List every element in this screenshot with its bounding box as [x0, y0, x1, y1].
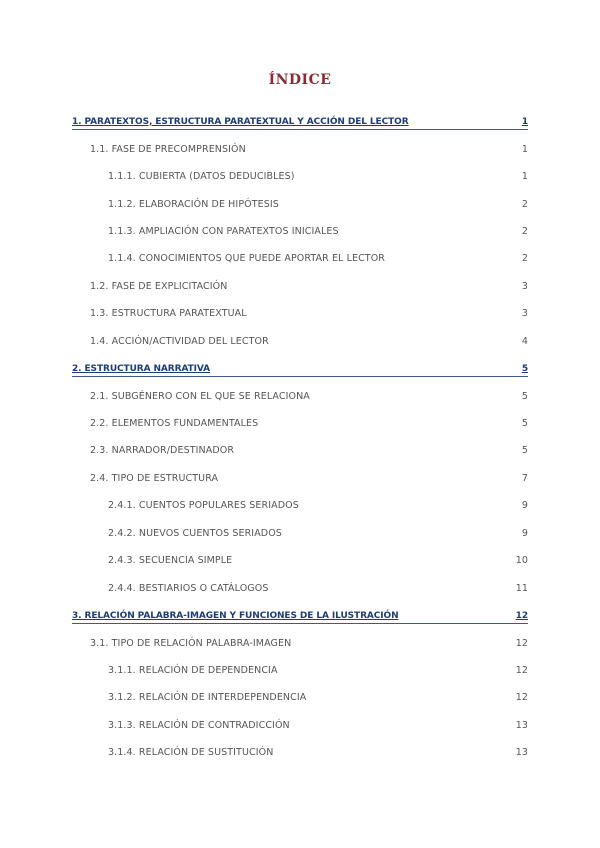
toc-entry-page-number[interactable]: 3 — [521, 308, 528, 320]
toc-entry-label[interactable]: 3. RELACIÓN PALABRA-IMAGEN Y FUNCIONES DE LA ILUSTRACIÓN — [72, 610, 399, 621]
toc-entry-level-3[interactable] — [72, 547, 528, 574]
toc-entry-label[interactable]: 1.1.1. CUBIERTA (DATOS DEDUCIBLES) — [108, 171, 295, 183]
toc-entry-label[interactable]: 1.1.3. AMPLIACIÓN CON PARATEXTOS INICIALES — [108, 225, 339, 237]
toc-entry-label[interactable]: 1. PARATEXTOS, ESTRUCTURA PARATEXTUAL Y ACCIÓN DEL LECTOR — [72, 116, 409, 127]
toc-entry-page-number[interactable]: 1 — [521, 143, 528, 155]
toc-entry-label[interactable]: 1.4. ACCIÓN/ACTIVIDAD DEL LECTOR — [90, 335, 269, 347]
toc-entry-level-2[interactable] — [72, 465, 528, 492]
toc-entry-level-2[interactable] — [72, 437, 528, 464]
toc-entry-level-2[interactable] — [72, 328, 528, 355]
page-title: ÍNDICE — [268, 72, 332, 88]
toc-entry-page-number[interactable]: 2 — [521, 198, 528, 210]
toc-entry-page-number[interactable]: 10 — [515, 555, 528, 567]
toc-entry-label[interactable]: 3.1.2. RELACIÓN DE INTERDEPENDENCIA — [108, 692, 307, 704]
toc-entry-level-3[interactable] — [72, 574, 528, 601]
toc-link-underline — [72, 363, 528, 377]
toc-entry-level-1[interactable] — [72, 108, 528, 135]
toc-entry-label[interactable]: 2.4.2. NUEVOS CUENTOS SERIADOS — [108, 527, 282, 539]
toc-entry-label[interactable]: 1.1. FASE DE PRECOMPRENSIÓN — [90, 143, 246, 155]
toc-entry-page-number[interactable]: 12 — [515, 637, 528, 649]
toc-entry-label[interactable]: 1.3. ESTRUCTURA PARATEXTUAL — [90, 308, 247, 320]
toc-link-underline — [72, 116, 528, 130]
toc-entry-page-number[interactable]: 5 — [521, 390, 528, 402]
toc-entry-label[interactable]: 3.1.1. RELACIÓN DE DEPENDENCIA — [108, 664, 278, 676]
toc-link-underline — [72, 610, 528, 624]
toc-entry-label[interactable]: 2.1. SUBGÉNERO CON EL QUE SE RELACIONA — [90, 390, 310, 402]
toc-entry-page-number[interactable]: 2 — [521, 253, 528, 265]
toc-entry-level-3[interactable] — [72, 520, 528, 547]
toc-entry-page-number[interactable]: 4 — [521, 335, 528, 347]
toc-entry-label[interactable]: 2.3. NARRADOR/DESTINADOR — [90, 445, 235, 457]
toc-entry-page-number[interactable]: 1 — [521, 116, 528, 127]
toc-entry-page-number[interactable]: 5 — [521, 445, 528, 457]
toc-entry-page-number[interactable]: 5 — [521, 418, 528, 430]
toc-entry-level-3[interactable] — [72, 657, 528, 684]
toc-entry-level-3[interactable] — [72, 218, 528, 245]
toc-entry-page-number[interactable]: 3 — [521, 280, 528, 292]
toc-entry-label[interactable]: 1.2. FASE DE EXPLICITACIÓN — [90, 280, 228, 292]
toc-entry-page-number[interactable]: 13 — [515, 719, 528, 731]
table-of-contents — [72, 108, 528, 767]
toc-entry-level-1[interactable] — [72, 355, 528, 382]
toc-entry-level-2[interactable] — [72, 273, 528, 300]
toc-entry-level-2[interactable] — [72, 410, 528, 437]
toc-entry-label[interactable]: 2.4. TIPO DE ESTRUCTURA — [90, 472, 219, 484]
toc-entry-label[interactable]: 2.4.1. CUENTOS POPULARES SERIADOS — [108, 500, 299, 512]
toc-entry-page-number[interactable]: 12 — [515, 664, 528, 676]
toc-entry-page-number[interactable]: 11 — [515, 582, 528, 594]
toc-entry-level-2[interactable] — [72, 629, 528, 656]
toc-entry-level-3[interactable] — [72, 245, 528, 272]
toc-entry-label[interactable]: 2. ESTRUCTURA NARRATIVA — [72, 363, 211, 374]
toc-entry-label[interactable]: 2.4.4. BESTIARIOS O CATÁLOGOS — [108, 582, 269, 594]
toc-entry-level-2[interactable] — [72, 135, 528, 162]
toc-entry-level-3[interactable] — [72, 684, 528, 711]
toc-entry-label[interactable]: 3.1.3. RELACIÓN DE CONTRADICCIÓN — [108, 719, 290, 731]
toc-entry-level-3[interactable] — [72, 712, 528, 739]
toc-entry-page-number[interactable]: 9 — [521, 500, 528, 512]
toc-entry-label[interactable]: 2.4.3. SECUENCIA SIMPLE — [108, 555, 233, 567]
toc-entry-page-number[interactable]: 5 — [521, 363, 528, 374]
toc-entry-level-3[interactable] — [72, 190, 528, 217]
toc-entry-level-3[interactable] — [72, 492, 528, 519]
toc-entry-page-number[interactable]: 9 — [521, 527, 528, 539]
toc-entry-level-2[interactable] — [72, 300, 528, 327]
toc-entry-page-number[interactable]: 7 — [521, 472, 528, 484]
toc-entry-label[interactable]: 1.1.4. CONOCIMIENTOS QUE PUEDE APORTAR EL LECTOR — [108, 253, 385, 265]
toc-entry-page-number[interactable]: 1 — [521, 171, 528, 183]
toc-entry-label[interactable]: 3.1.4. RELACIÓN DE SUSTITUCIÓN — [108, 747, 274, 759]
toc-entry-level-3[interactable] — [72, 739, 528, 766]
toc-entry-label[interactable]: 3.1. TIPO DE RELACIÓN PALABRA-IMAGEN — [90, 637, 292, 649]
toc-entry-level-1[interactable] — [72, 602, 528, 629]
toc-entry-label[interactable]: 2.2. ELEMENTOS FUNDAMENTALES — [90, 418, 259, 430]
toc-entry-level-3[interactable] — [72, 163, 528, 190]
toc-entry-page-number[interactable]: 12 — [515, 610, 528, 621]
toc-entry-page-number[interactable]: 13 — [515, 747, 528, 759]
toc-entry-page-number[interactable]: 12 — [515, 692, 528, 704]
toc-entry-level-2[interactable] — [72, 382, 528, 409]
toc-entry-label[interactable]: 1.1.2. ELABORACIÓN DE HIPÓTESIS — [108, 198, 279, 210]
toc-entry-page-number[interactable]: 2 — [521, 225, 528, 237]
